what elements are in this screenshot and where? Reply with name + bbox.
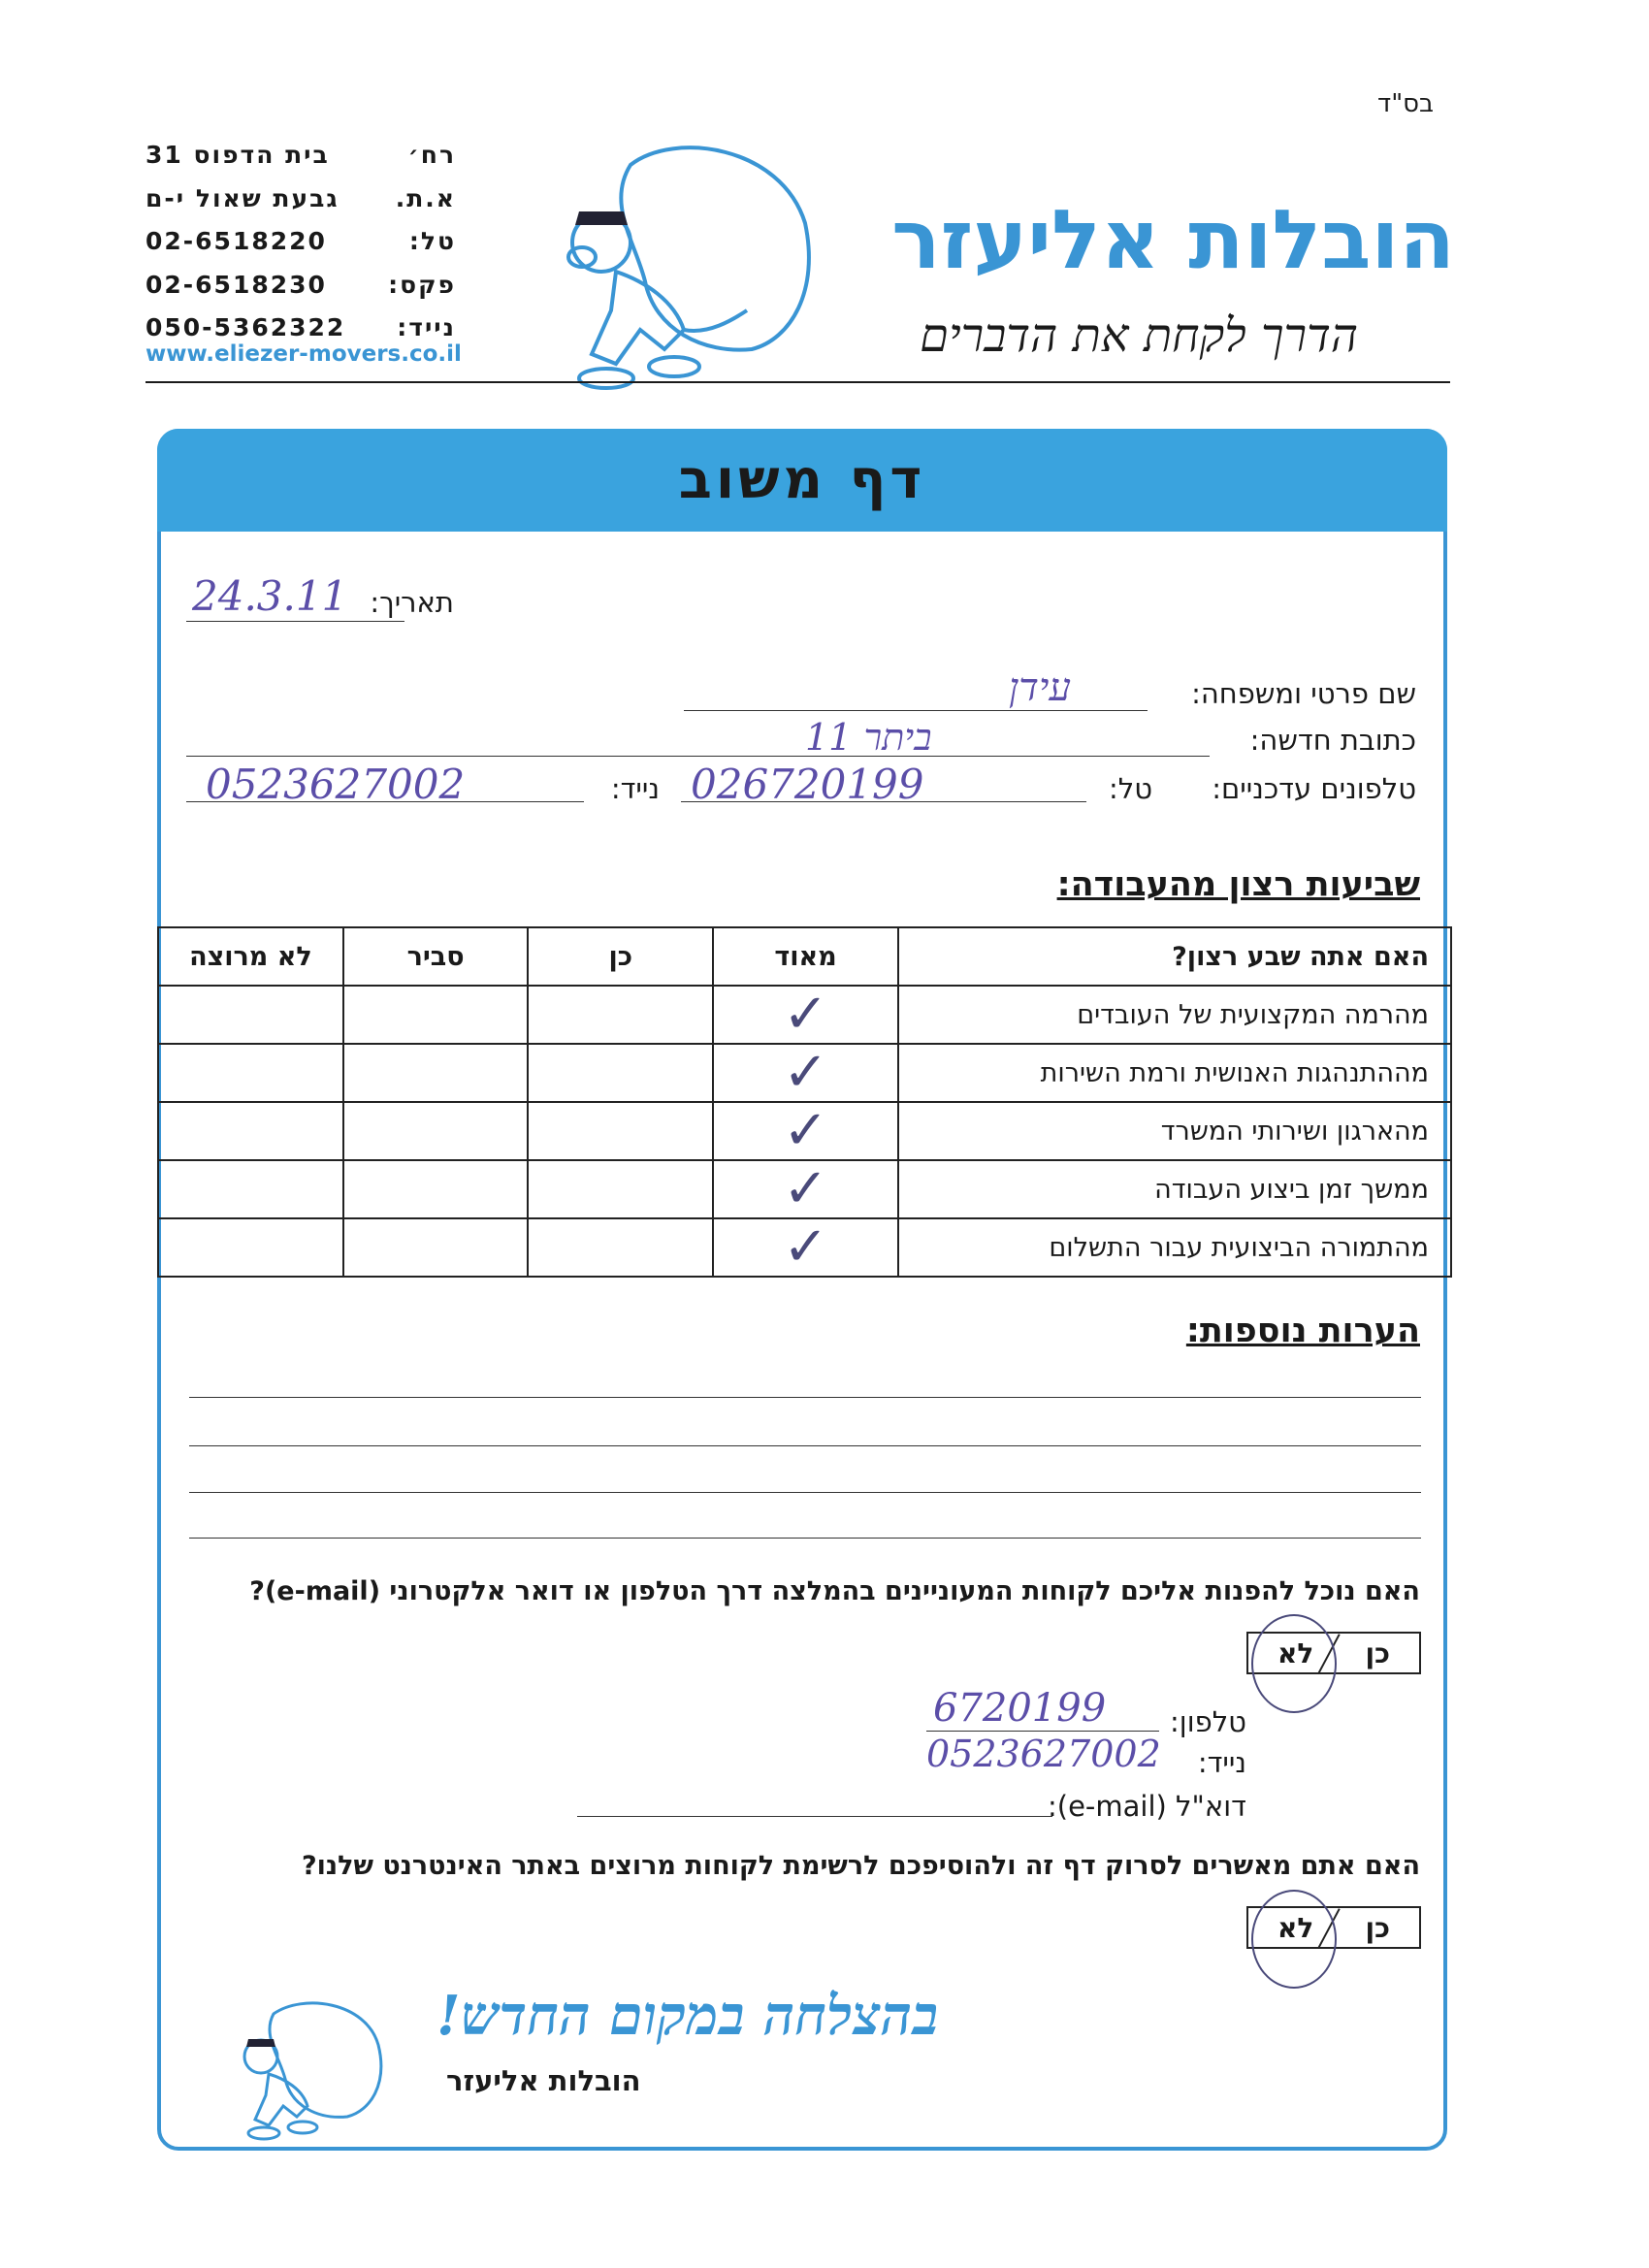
yes-selection-circle [1251, 1890, 1337, 1989]
rating-cell[interactable] [158, 1044, 343, 1102]
mobile-value[interactable]: 0523627002 [206, 761, 466, 808]
col-yes: כן [528, 927, 713, 986]
col-reasonable: סביר [343, 927, 529, 986]
date-line [186, 621, 404, 622]
contact-row [146, 178, 456, 221]
contact-row [146, 134, 456, 178]
name-line [684, 710, 1148, 711]
address-line [186, 756, 1210, 757]
rating-cell[interactable] [343, 1044, 529, 1102]
table-row [158, 1160, 1451, 1218]
check-mark-icon: ✓ [783, 1157, 828, 1220]
contact-value: 02-6518230 [146, 270, 327, 299]
check-mark-icon: ✓ [783, 1215, 828, 1279]
table-header-row [158, 927, 1451, 986]
farewell-message: בהצלחה במקום החדש! [436, 1984, 939, 2048]
contact-value: גבעת שאול י-ם [146, 183, 340, 212]
question-cell: מההתנהגות האנושית ורמת השירות [898, 1044, 1451, 1102]
contact-label: א.ת. [395, 183, 456, 212]
contact-permission-question: האם נוכל להפנות אליכם לקוחות המעוניינים בהמלצה דרך הטלפון או דואר אלקטרוני (e-mail)? [249, 1576, 1420, 1606]
date-label: תאריך: [370, 586, 454, 619]
contact-label: טל: [408, 227, 456, 255]
name-label: שם פרטי ומשפחה: [1191, 677, 1416, 710]
publish-permission-question: האם אתם מאשרים לסרוק דף זה ולהוסיפכם לרשימת לקוחות מרוצים באתר האינטרנט שלנו? [301, 1851, 1420, 1881]
contact-mobile-label: נייד: [1197, 1746, 1246, 1779]
yes-option[interactable]: כן [1365, 1912, 1390, 1944]
tel-value[interactable]: 026720199 [691, 761, 924, 808]
rating-cell[interactable] [528, 986, 713, 1044]
rating-cell[interactable] [528, 1102, 713, 1160]
contact-block [146, 134, 456, 350]
remarks-line[interactable] [189, 1445, 1421, 1446]
form-title: דף משוב [678, 448, 926, 511]
question-cell: מהרמה המקצועית של העובדים [898, 986, 1451, 1044]
rating-cell[interactable] [713, 1157, 898, 1220]
remarks-line[interactable] [189, 1492, 1421, 1493]
rating-cell[interactable] [528, 1218, 713, 1277]
website-link[interactable]: www.eliezer-movers.co.il [146, 341, 462, 367]
contact-label: נייד: [397, 313, 456, 341]
rating-cell[interactable] [158, 1218, 343, 1277]
contact-value: 050-5362322 [146, 313, 346, 341]
remarks-line[interactable] [189, 1397, 1421, 1398]
rating-cell[interactable] [158, 1102, 343, 1160]
email-line[interactable] [577, 1816, 1052, 1817]
rating-cell[interactable] [528, 1160, 713, 1218]
tel-label: טל: [1108, 772, 1152, 805]
yes-option[interactable]: כן [1365, 1637, 1390, 1669]
date-value[interactable]: 24.3.11 [192, 572, 348, 620]
table-row [158, 1044, 1451, 1102]
rating-cell[interactable] [713, 1215, 898, 1279]
rating-cell[interactable] [713, 1041, 898, 1104]
table-row [158, 986, 1451, 1044]
col-very: מאוד [713, 927, 898, 986]
contact-label: פקס: [388, 270, 456, 299]
rating-cell[interactable] [343, 1160, 529, 1218]
mover-mascot-icon [538, 136, 829, 398]
address-label: כתובת חדשה: [1249, 724, 1416, 757]
table-row [158, 1218, 1451, 1277]
contact-mobile-value[interactable]: 0523627002 [926, 1733, 1161, 1775]
remarks-title: הערות נוספות: [1185, 1312, 1420, 1350]
mobile-label: נייד: [610, 772, 660, 805]
col-not-satisfied: לא מרוצה [158, 927, 343, 986]
rating-cell[interactable] [343, 986, 529, 1044]
check-mark-icon: ✓ [783, 1041, 828, 1104]
contact-row [146, 220, 456, 264]
question-header: האם אתה שבע רצון? [898, 927, 1451, 986]
rating-cell[interactable] [528, 1044, 713, 1102]
no-option[interactable]: לא [1277, 1637, 1314, 1669]
remarks-line[interactable] [189, 1538, 1421, 1539]
rating-cell[interactable] [343, 1102, 529, 1160]
contact-phone-label: טלפון: [1170, 1705, 1246, 1738]
email-label: דוא"ל (e-mail): [1047, 1790, 1246, 1823]
contact-row [146, 264, 456, 308]
address-value[interactable]: ביתר 11 [805, 716, 932, 759]
rating-cell[interactable] [158, 986, 343, 1044]
phones-label: טלפונים עדכניים: [1212, 772, 1416, 805]
header-divider [146, 381, 1450, 383]
question-cell: מהארגון ושירותי המשרד [898, 1102, 1451, 1160]
rating-cell[interactable] [713, 1099, 898, 1162]
mover-mascot-icon [225, 1996, 390, 2142]
rating-cell[interactable] [713, 983, 898, 1046]
check-mark-icon: ✓ [783, 1099, 828, 1162]
name-value[interactable]: עידן [1009, 665, 1071, 710]
satisfaction-title: שביעות רצון מהעבודה: [1056, 865, 1420, 904]
contact-phone-line [926, 1731, 1159, 1732]
contact-label: רח׳ [407, 141, 456, 169]
brand-name: הובלות אליעזר [891, 192, 1455, 287]
satisfaction-table [157, 926, 1452, 1278]
slogan: הדרך לקחת את הדברים [920, 308, 1358, 363]
yes-selection-circle [1251, 1614, 1337, 1713]
signature: הובלות אליעזר [446, 2064, 641, 2097]
no-option[interactable]: לא [1277, 1912, 1314, 1944]
bsd-mark: בס"ד [1377, 89, 1435, 118]
contact-value: בית הדפוס 31 [146, 141, 330, 169]
question-cell: ממשך זמן ביצוע העבודה [898, 1160, 1451, 1218]
rating-cell[interactable] [343, 1218, 529, 1277]
check-mark-icon: ✓ [783, 983, 828, 1046]
contact-phone-value[interactable]: 6720199 [933, 1686, 1107, 1731]
table-row [158, 1102, 1451, 1160]
contact-value: 02-6518220 [146, 227, 327, 255]
question-cell: מהתמורה הביצועית עבור התשלום [898, 1218, 1451, 1277]
rating-cell[interactable] [158, 1160, 343, 1218]
